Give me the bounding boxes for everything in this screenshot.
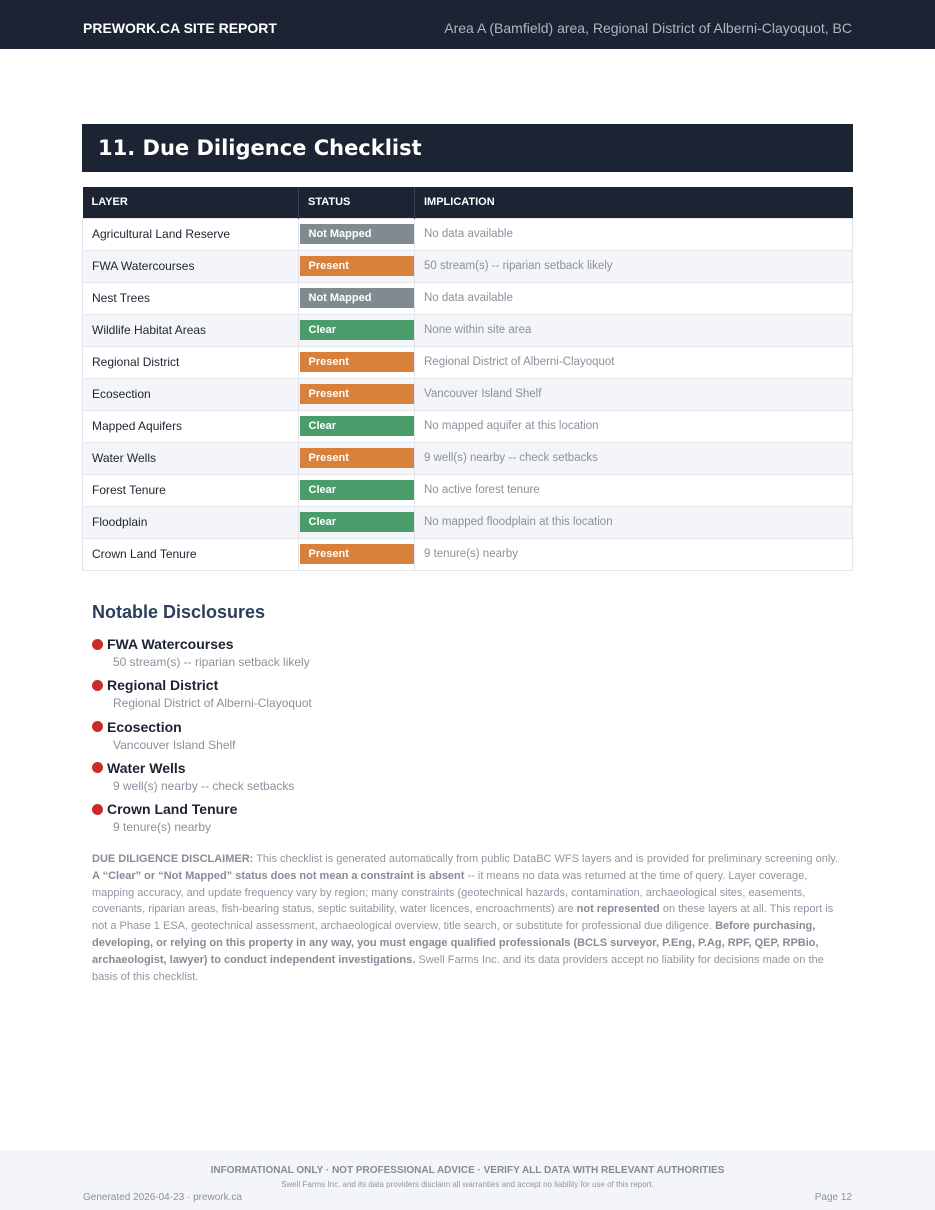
table-row — [83, 314, 853, 346]
table-row — [83, 282, 853, 314]
table-row — [83, 506, 853, 538]
due-diligence-table — [82, 187, 853, 571]
layer-cell: Ecosection — [83, 378, 299, 410]
footer-liability: Swell Farms Inc. and its data providers disclaim all warranties and accept no liability for use of this report. — [281, 1180, 654, 1189]
disclaimer-emphasis: A “Clear” or “Not Mapped” status does not mean a constraint is absent — [92, 869, 465, 882]
implication-cell: 9 tenure(s) nearby — [415, 538, 853, 570]
disclaimer-label: DUE DILIGENCE DISCLAIMER: — [92, 853, 254, 865]
table-row — [83, 250, 853, 282]
due-diligence-disclaimer — [92, 851, 847, 985]
layer-cell: Mapped Aquifers — [83, 410, 299, 442]
disclosure-name: FWA Watercourses — [107, 636, 234, 652]
disclosure-detail: Regional District of Alberni-Clayoquot — [113, 696, 312, 711]
disclosure-item — [92, 719, 792, 760]
implication-cell: Vancouver Island Shelf — [415, 378, 853, 410]
disclaimer-text: -- it means no data was returned at the time of query. Layer coverage, mapping accuracy, and update frequency vary by region; many constraints (geotechnical hazards, contamination, archaeological sites, easements, covenants, riparian areas, fish-bearing status, septic suitability, water licences, encroachments) are — [92, 869, 808, 916]
disclosure-item — [92, 801, 792, 842]
status-cell — [299, 442, 415, 474]
implication-cell: Regional District of Alberni-Clayoquot — [415, 346, 853, 378]
status-badge: Present — [300, 352, 414, 372]
implication-cell: No active forest tenure — [415, 474, 853, 506]
red-bullet-icon — [92, 639, 103, 650]
implication-cell: 9 well(s) nearby -- check setbacks — [415, 442, 853, 474]
status-badge: Present — [300, 448, 414, 468]
table-row — [83, 474, 853, 506]
status-badge: Present — [300, 384, 414, 404]
status-cell — [299, 410, 415, 442]
disclaimer-text: This checklist is generated automatically from public DataBC WFS layers and is provided for preliminary screening only. — [253, 853, 839, 865]
table-row — [83, 218, 853, 250]
implication-cell: None within site area — [415, 314, 853, 346]
disclaimer-emphasis: not represented — [576, 903, 660, 916]
disclaimer-emphasis: Before purchasing, developing, or relying on this property in any way, you must engage qualified professionals (BCLS surveyor, P.Eng, P.Ag, RPF, QEP, RPBio, archaeologist, lawyer) to conduct independent investigations. — [92, 920, 819, 966]
disclosure-detail: Vancouver Island Shelf — [113, 737, 236, 752]
column-header-layer: LAYER — [83, 187, 299, 218]
column-header-implication: IMPLICATION — [415, 187, 853, 218]
table-row — [83, 346, 853, 378]
column-header-status: STATUS — [299, 187, 415, 218]
red-bullet-icon — [92, 721, 103, 732]
disclaimer-text: Swell Farms Inc. and its data providers accept no liability for decisions made on the basis of this checklist. — [92, 953, 824, 983]
status-badge: Present — [300, 256, 414, 276]
red-bullet-icon — [92, 762, 103, 773]
disclosure-name: Crown Land Tenure — [107, 801, 238, 818]
section-title: 11. Due Diligence Checklist — [98, 136, 422, 160]
status-cell — [299, 346, 415, 378]
implication-cell: No data available — [415, 218, 853, 250]
status-badge: Not Mapped — [300, 288, 414, 308]
table-header-row — [83, 187, 853, 218]
page-number: Page 12 — [814, 1192, 852, 1203]
implication-cell: No mapped aquifer at this location — [415, 410, 853, 442]
implication-cell: 50 stream(s) -- riparian setback likely — [415, 250, 853, 282]
layer-cell: Forest Tenure — [83, 474, 299, 506]
layer-cell: FWA Watercourses — [83, 250, 299, 282]
table-row — [83, 378, 853, 410]
status-cell — [299, 538, 415, 570]
layer-cell: Agricultural Land Reserve — [83, 218, 299, 250]
status-cell — [299, 218, 415, 250]
status-cell — [299, 314, 415, 346]
report-brand: PREWORK.CA SITE REPORT — [83, 20, 277, 36]
status-badge: Clear — [300, 512, 414, 532]
red-bullet-icon — [92, 804, 103, 815]
disclosure-item — [92, 677, 792, 718]
status-cell — [299, 250, 415, 282]
table-row — [83, 442, 853, 474]
layer-cell: Water Wells — [83, 442, 299, 474]
footer-notice: INFORMATIONAL ONLY · NOT PROFESSIONAL ADVICE · VERIFY ALL DATA WITH RELEVANT AUTHORITIES — [210, 1165, 725, 1176]
status-badge: Clear — [300, 480, 414, 500]
implication-cell: No data available — [415, 282, 853, 314]
status-badge: Clear — [300, 320, 414, 340]
notable-disclosures-title: Notable Disclosures — [92, 602, 266, 622]
report-footer — [0, 1150, 935, 1210]
disclaimer-text: on these layers at all. This report is not a Phase 1 ESA, geotechnical assessment, archaeological overview, title search, or substitute for professional due diligence. — [92, 903, 834, 933]
status-badge: Present — [300, 544, 414, 564]
status-cell — [299, 506, 415, 538]
table-row — [83, 538, 853, 570]
status-cell — [299, 378, 415, 410]
generated-date: Generated 2026-04-23 · prework.ca — [83, 1192, 242, 1203]
report-header-bar — [0, 0, 935, 49]
section-header — [82, 124, 853, 172]
layer-cell: Wildlife Habitat Areas — [83, 314, 299, 346]
disclosure-detail: 9 well(s) nearby -- check setbacks — [113, 778, 295, 793]
site-location: Area A (Bamfield) area, Regional District of Alberni-Clayoquot, BC — [444, 20, 852, 36]
table-row — [83, 410, 853, 442]
status-cell — [299, 474, 415, 506]
layer-cell: Crown Land Tenure — [83, 538, 299, 570]
disclosure-name: Water Wells — [107, 759, 186, 776]
layer-cell: Floodplain — [83, 506, 299, 538]
disclosure-name: Regional District — [107, 677, 219, 694]
disclosure-detail: 50 stream(s) -- riparian setback likely — [113, 655, 310, 669]
status-badge: Not Mapped — [300, 224, 414, 244]
red-bullet-icon — [92, 680, 103, 691]
notable-disclosures-list — [92, 636, 792, 842]
status-cell — [299, 282, 415, 314]
implication-cell: No mapped floodplain at this location — [415, 506, 853, 538]
disclosure-item — [92, 760, 792, 801]
layer-cell: Regional District — [83, 346, 299, 378]
disclosure-item — [92, 636, 792, 677]
disclosure-detail: 9 tenure(s) nearby — [113, 820, 212, 835]
disclosure-name: Ecosection — [107, 718, 182, 735]
layer-cell: Nest Trees — [83, 282, 299, 314]
status-badge: Clear — [300, 416, 414, 436]
